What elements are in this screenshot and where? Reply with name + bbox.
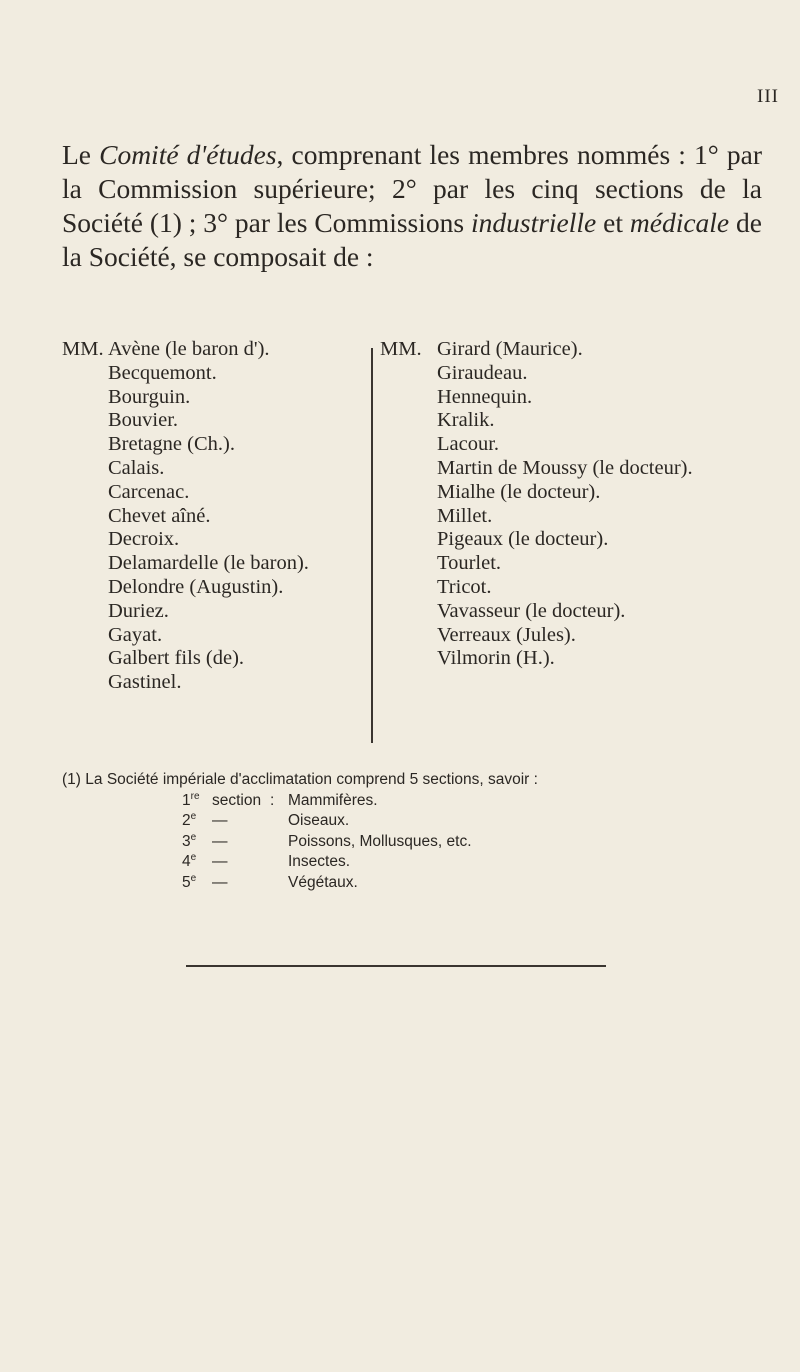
member-entry: [62, 386, 362, 410]
member-name: Tricot.: [437, 575, 492, 598]
intro-italic-comite: Comité d'études: [99, 139, 277, 170]
member-entry: [380, 576, 780, 600]
member-entry: [380, 457, 780, 481]
member-name: Kralik.: [437, 409, 495, 432]
section-number-suffix: e: [190, 831, 197, 843]
section-number-suffix: re: [190, 790, 200, 802]
member-entry: [380, 409, 780, 433]
footnote: [62, 770, 762, 893]
footnote-section-row: [182, 811, 762, 832]
member-name: Chevet aîné.: [108, 504, 211, 527]
intro-text-2: , comprenant les membres nommés : 1° par la Commission supérieure; 2° par les cinq sections de la Société (1) ; 3° par les Commissions: [62, 139, 762, 238]
member-entry: [62, 481, 362, 505]
footnote-text: La Société impériale d'acclimatation comprend 5 sections, savoir :: [85, 771, 538, 788]
member-entry: [380, 433, 780, 457]
member-name: Gayat.: [108, 623, 163, 646]
section-number: [182, 852, 212, 873]
member-name: Calais.: [108, 456, 165, 479]
intro-paragraph: [62, 138, 762, 274]
footnote-section-row: [182, 873, 762, 894]
member-entry: [380, 386, 780, 410]
section-number-digit: 1: [182, 791, 191, 809]
page-number: III: [757, 86, 779, 107]
member-name: Bourguin.: [108, 385, 191, 408]
column-divider: [371, 348, 373, 743]
section-number-suffix: e: [190, 872, 197, 884]
member-name: Tourlet.: [437, 552, 502, 575]
member-entry: [380, 552, 780, 576]
section-label: —: [212, 832, 228, 850]
member-column-left: [62, 338, 362, 695]
footnote-section-list: [182, 791, 762, 894]
member-entry: [62, 409, 362, 433]
member-name: Bouvier.: [108, 409, 179, 432]
intro-text-4: de la Société, se composait de :: [62, 207, 762, 272]
member-prefix-right: MM.: [380, 338, 422, 360]
member-name: Mialhe (le docteur).: [437, 480, 601, 503]
section-number-digit: 4: [182, 853, 191, 870]
member-name: Girard (Maurice).: [437, 338, 583, 360]
section-separator: :: [270, 791, 275, 809]
section-name: Poissons, Mollusques, etc.: [288, 832, 472, 850]
intro-text-3: et: [596, 207, 630, 238]
member-name: Carcenac.: [108, 480, 190, 503]
member-name: Galbert fils (de).: [108, 647, 245, 670]
member-name: Vavasseur (le docteur).: [437, 599, 626, 622]
section-number-suffix: e: [190, 810, 197, 822]
member-name: Lacour.: [437, 433, 500, 456]
member-name: Giraudeau.: [437, 361, 528, 384]
section-number: [182, 873, 212, 894]
member-prefix-left: MM.: [62, 338, 104, 360]
section-name: Oiseaux.: [288, 812, 350, 829]
member-list: [62, 338, 782, 738]
member-entry: [62, 671, 362, 695]
member-name: Verreaux (Jules).: [437, 623, 576, 646]
member-entry: [380, 481, 780, 505]
member-entry: [380, 647, 780, 671]
member-entry: [62, 647, 362, 671]
member-entry: [380, 362, 780, 386]
footnote-section-row: [182, 791, 762, 812]
footnote-marker: (1): [62, 771, 81, 788]
member-entry: [62, 457, 362, 481]
section-number: [182, 832, 212, 853]
member-entry: [62, 552, 362, 576]
section-number-suffix: e: [190, 851, 197, 863]
member-name: Martin de Moussy (le docteur).: [437, 456, 693, 479]
member-column-right: [380, 338, 780, 671]
member-name: Avène (le baron d').: [108, 338, 270, 360]
section-label: section: [212, 791, 262, 809]
member-name: Hennequin.: [437, 385, 533, 408]
member-entry: [380, 624, 780, 648]
member-entry: [62, 338, 362, 362]
section-label: —: [212, 853, 228, 870]
section-number-digit: 5: [182, 873, 191, 891]
section-label: —: [212, 812, 228, 829]
section-number-digit: 2: [182, 812, 191, 829]
section-label: —: [212, 873, 228, 891]
footnote-section-row: [182, 832, 762, 853]
member-name: Pigeaux (le docteur).: [437, 528, 609, 551]
member-entry: [380, 528, 780, 552]
member-name: Delondre (Augustin).: [108, 575, 284, 598]
section-number: [182, 811, 212, 832]
member-entry: [62, 505, 362, 529]
intro-italic-industrielle: industrielle: [470, 207, 597, 238]
member-name: Gastinel.: [108, 671, 182, 694]
member-entry: [380, 338, 780, 362]
member-entry: [62, 528, 362, 552]
section-name: Mammifères.: [288, 791, 378, 809]
member-name: Duriez.: [108, 599, 169, 622]
member-entry: [380, 600, 780, 624]
member-entry: [62, 624, 362, 648]
closing-rule: [186, 965, 606, 967]
footnote-section-row: [182, 852, 762, 873]
section-number-digit: 3: [182, 832, 191, 850]
member-name: Decroix.: [108, 528, 180, 551]
member-name: Becquemont.: [108, 361, 217, 384]
member-entry: [62, 433, 362, 457]
member-entry: [62, 362, 362, 386]
member-entry: [62, 600, 362, 624]
member-name: Millet.: [437, 504, 493, 527]
section-name: Végétaux.: [288, 873, 358, 891]
footnote-heading: [62, 770, 762, 791]
intro-italic-medicale: médicale: [629, 207, 730, 238]
member-entry: [62, 576, 362, 600]
member-name: Delamardelle (le baron).: [108, 552, 309, 575]
intro-text-1: Le: [62, 139, 100, 170]
section-name: Insectes.: [288, 853, 351, 870]
member-entry: [380, 505, 780, 529]
member-name: Bretagne (Ch.).: [108, 433, 235, 456]
member-name: Vilmorin (H.).: [437, 647, 555, 670]
section-number: [182, 791, 212, 812]
